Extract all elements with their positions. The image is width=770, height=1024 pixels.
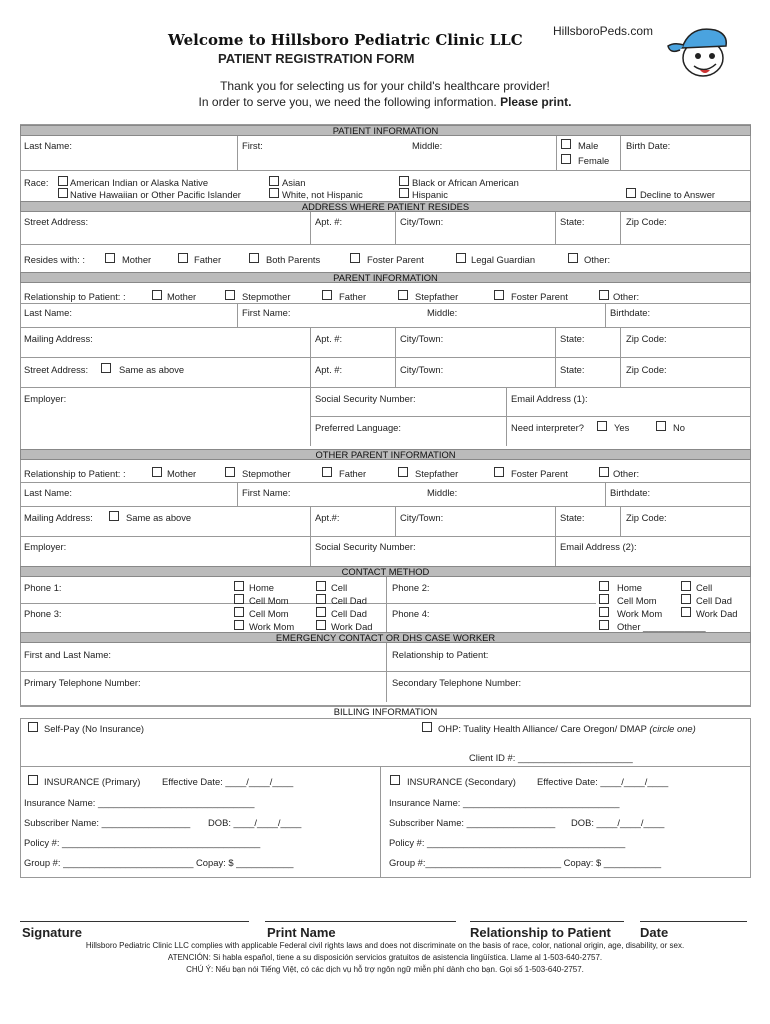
op-same-checkbox[interactable] xyxy=(109,511,119,521)
parent-employer-label: Employer: xyxy=(24,393,67,404)
clinic-logo-icon xyxy=(660,20,740,80)
op-stepfather-label: Stepfather xyxy=(415,468,459,479)
footer-line-2: ATENCIÓN: Si habla español, tiene a su disposición servicios gratuitos de asistencia lingüística. Llame al 1-503-640-2757. xyxy=(167,953,603,962)
p2-home-label: Home xyxy=(617,582,643,593)
race-ai-checkbox[interactable] xyxy=(58,176,68,186)
resides-foster-label: Foster Parent xyxy=(367,254,424,265)
phone2-label: Phone 2: xyxy=(392,582,430,593)
p3-cellmom-checkbox[interactable] xyxy=(234,607,244,617)
p2-celldad-label: Cell Dad xyxy=(696,595,732,606)
parent-other-checkbox[interactable] xyxy=(599,290,609,300)
footer-line-3: CHÚ Ý: Nếu bạn nói Tiếng Việt, có các dịch vụ hỗ trợ ngôn ngữ miễn phí dành cho bạn. Gọi số 1-503-640-2757. xyxy=(186,965,584,974)
language-label: Preferred Language: xyxy=(315,422,402,433)
birth-date-label: Birth Date: xyxy=(626,140,671,151)
p3-workmom-label: Work Mom xyxy=(249,621,295,632)
op-relationship-label: Relationship to Patient: : xyxy=(24,468,126,479)
op-employer-label: Employer: xyxy=(24,541,67,552)
interpreter-yes-checkbox[interactable] xyxy=(597,421,607,431)
parent-father-checkbox[interactable] xyxy=(322,290,332,300)
email1-label: Email Address (1): xyxy=(511,393,588,404)
resides-legal-checkbox[interactable] xyxy=(456,253,466,263)
resides-mother-label: Mother xyxy=(122,254,152,265)
resides-legal-label: Legal Guardian xyxy=(471,254,536,265)
p2-workdad-checkbox[interactable] xyxy=(681,607,691,617)
parent-birthdate-label: Birthdate: xyxy=(610,307,651,318)
interpreter-no-label: No xyxy=(673,422,685,433)
parent-foster-checkbox[interactable] xyxy=(494,290,504,300)
parent-stepmother-checkbox[interactable] xyxy=(225,290,235,300)
em-rel-label: Relationship to Patient: xyxy=(392,649,489,660)
op-state-label: State: xyxy=(560,512,585,523)
client-id-label: Client ID #: ______________________ xyxy=(469,752,633,763)
op-father-checkbox[interactable] xyxy=(322,467,332,477)
apt-label: Apt. #: xyxy=(315,216,343,227)
section-billing: BILLING INFORMATION xyxy=(20,706,751,717)
street-label: Street Address: xyxy=(24,216,89,227)
resides-other-checkbox[interactable] xyxy=(568,253,578,263)
female-checkbox[interactable] xyxy=(561,154,571,164)
interpreter-yes-label: Yes xyxy=(614,422,630,433)
p2-workmom-checkbox[interactable] xyxy=(599,607,609,617)
resides-father-checkbox[interactable] xyxy=(178,253,188,263)
p2-cellmom-label: Cell Mom xyxy=(617,595,657,606)
p3-workdad-label: Work Dad xyxy=(331,621,373,632)
interpreter-no-checkbox[interactable] xyxy=(656,421,666,431)
race-white-checkbox[interactable] xyxy=(269,188,279,198)
sig-relationship-label: Relationship to Patient xyxy=(470,925,611,940)
p2-cell-label: Cell xyxy=(696,582,713,593)
intro-line-2: In order to serve you, we need the following information. Please print. xyxy=(198,95,572,109)
parent-first-name-label: First Name: xyxy=(242,307,291,318)
parent-state2-label: State: xyxy=(560,364,585,375)
p3-celldad-checkbox[interactable] xyxy=(316,607,326,617)
parent-state-label: State: xyxy=(560,333,585,344)
op-other-checkbox[interactable] xyxy=(599,467,609,477)
em-name-label: First and Last Name: xyxy=(24,649,112,660)
female-label: Female xyxy=(578,155,610,166)
print-name-label: Print Name xyxy=(267,925,336,940)
p2-cellmom-checkbox[interactable] xyxy=(599,594,609,604)
phone4-label: Phone 4: xyxy=(392,608,430,619)
race-nh-checkbox[interactable] xyxy=(58,188,68,198)
parent-zip2-label: Zip Code: xyxy=(626,364,667,375)
section-address: ADDRESS WHERE PATIENT RESIDES xyxy=(20,201,751,212)
site-url[interactable]: HillsboroPeds.com xyxy=(553,24,654,38)
p1-cellmom-label: Cell Mom xyxy=(249,595,289,606)
last-name-label: Last Name: xyxy=(24,140,72,151)
same-as-above-label: Same as above xyxy=(119,364,185,375)
race-hispanic-label: Hispanic xyxy=(412,189,448,200)
parent-city-label: City/Town: xyxy=(400,333,444,344)
secondary-policy: Policy #: ______________________________________ xyxy=(389,837,626,848)
ohp-label: OHP: Tuality Health Alliance/ Care Oregon/ DMAP (circle one) xyxy=(438,723,696,734)
op-middle-label: Middle: xyxy=(427,487,458,498)
intro-line-1: Thank you for selecting us for your child's healthcare provider! xyxy=(220,79,550,93)
op-apt-label: Apt.#: xyxy=(315,512,340,523)
race-asian-label: Asian xyxy=(282,177,306,188)
primary-ins-name: Insurance Name: ______________________________ xyxy=(24,797,255,808)
parent-street-label: Street Address: xyxy=(24,364,89,375)
same-as-above-checkbox[interactable] xyxy=(101,363,111,373)
parent-other-label: Other: xyxy=(613,291,640,302)
parent-stepfather-label: Stepfather xyxy=(415,291,459,302)
parent-apt2-label: Apt. #: xyxy=(315,364,343,375)
section-other-parent: OTHER PARENT INFORMATION xyxy=(20,449,751,460)
op-city-label: City/Town: xyxy=(400,512,444,523)
op-zip-label: Zip Code: xyxy=(626,512,667,523)
p3-workdad-checkbox[interactable] xyxy=(316,620,326,630)
ins-secondary-checkbox[interactable] xyxy=(390,775,400,785)
race-ai-label: American Indian or Alaska Native xyxy=(70,177,209,188)
secondary-eff-date: Effective Date: ____/____/____ xyxy=(537,776,669,787)
p1-cell-checkbox[interactable] xyxy=(316,581,326,591)
op-birthdate-label: Birthdate: xyxy=(610,487,651,498)
p2-workdad-label: Work Dad xyxy=(696,608,738,619)
primary-subscriber: Subscriber Name: _________________ xyxy=(24,817,191,828)
interpreter-label: Need interpreter? xyxy=(511,422,584,433)
p2-celldad-checkbox[interactable] xyxy=(681,594,691,604)
p3-celldad-label: Cell Dad xyxy=(331,608,367,619)
secondary-dob: DOB: ____/____/____ xyxy=(571,817,665,828)
ins-primary-checkbox[interactable] xyxy=(28,775,38,785)
primary-group: Group #: _________________________ Copay: $ ___________ xyxy=(24,857,294,868)
mailing-label: Mailing Address: xyxy=(24,333,93,344)
primary-dob: DOB: ____/____/____ xyxy=(208,817,302,828)
state-label: State: xyxy=(560,216,585,227)
op-first-name-label: First Name: xyxy=(242,487,291,498)
first-label: First: xyxy=(242,140,263,151)
op-mother-checkbox[interactable] xyxy=(152,467,162,477)
form-title: PATIENT REGISTRATION FORM xyxy=(218,51,415,66)
resides-both-checkbox[interactable] xyxy=(249,253,259,263)
p3-cellmom-label: Cell Mom xyxy=(249,608,289,619)
email2-label: Email Address (2): xyxy=(560,541,637,552)
p1-cellmom-checkbox[interactable] xyxy=(234,594,244,604)
op-father-label: Father xyxy=(339,468,367,479)
p2-cell-checkbox[interactable] xyxy=(681,581,691,591)
section-emergency: EMERGENCY CONTACT OR DHS CASE WORKER xyxy=(20,632,751,643)
secondary-subscriber: Subscriber Name: _________________ xyxy=(389,817,556,828)
parent-city2-label: City/Town: xyxy=(400,364,444,375)
op-foster-checkbox[interactable] xyxy=(494,467,504,477)
section-patient: PATIENT INFORMATION xyxy=(20,125,751,136)
resides-other-label: Other: xyxy=(584,254,611,265)
city-label: City/Town: xyxy=(400,216,444,227)
section-parent: PARENT INFORMATION xyxy=(20,272,751,283)
parent-foster-label: Foster Parent xyxy=(511,291,568,302)
resides-label: Resides with: : xyxy=(24,254,85,265)
op-stepmother-checkbox[interactable] xyxy=(225,467,235,477)
zip-label: Zip Code: xyxy=(626,216,667,227)
op-last-name-label: Last Name: xyxy=(24,487,72,498)
em-primary-label: Primary Telephone Number: xyxy=(24,677,141,688)
ins-secondary-label: INSURANCE (Secondary) xyxy=(407,776,516,787)
race-decline-label: Decline to Answer xyxy=(640,189,716,200)
signature-label: Signature xyxy=(22,925,82,940)
self-pay-checkbox[interactable] xyxy=(28,722,38,732)
op-stepfather-checkbox[interactable] xyxy=(398,467,408,477)
op-other-label: Other: xyxy=(613,468,640,479)
race-black-checkbox[interactable] xyxy=(399,176,409,186)
op-foster-label: Foster Parent xyxy=(511,468,568,479)
phone1-label: Phone 1: xyxy=(24,582,62,593)
p2-home-checkbox[interactable] xyxy=(599,581,609,591)
race-black-label: Black or African American xyxy=(412,177,519,188)
parent-stepmother-label: Stepmother xyxy=(242,291,291,302)
self-pay-label: Self-Pay (No Insurance) xyxy=(44,723,145,734)
op-stepmother-label: Stepmother xyxy=(242,468,291,479)
p1-celldad-label: Cell Dad xyxy=(331,595,367,606)
resides-mother-checkbox[interactable] xyxy=(105,253,115,263)
parent-last-name-label: Last Name: xyxy=(24,307,72,318)
date-label: Date xyxy=(640,925,669,940)
op-same-label: Same as above xyxy=(126,512,192,523)
resides-both-label: Both Parents xyxy=(266,254,321,265)
middle-label: Middle: xyxy=(412,140,443,151)
race-decline-checkbox[interactable] xyxy=(626,188,636,198)
parent-mother-checkbox[interactable] xyxy=(152,290,162,300)
p1-home-checkbox[interactable] xyxy=(234,581,244,591)
section-contact: CONTACT METHOD xyxy=(20,566,751,577)
race-hispanic-checkbox[interactable] xyxy=(399,188,409,198)
race-label: Race: xyxy=(24,177,49,188)
p3-workmom-checkbox[interactable] xyxy=(234,620,244,630)
op-mailing-label: Mailing Address: xyxy=(24,512,93,523)
primary-policy: Policy #: ______________________________________ xyxy=(24,837,261,848)
parent-zip-label: Zip Code: xyxy=(626,333,667,344)
p1-home-label: Home xyxy=(249,582,275,593)
p1-cell-label: Cell xyxy=(331,582,348,593)
parent-ssn-label: Social Security Number: xyxy=(315,393,416,404)
resides-foster-checkbox[interactable] xyxy=(350,253,360,263)
parent-apt-label: Apt. #: xyxy=(315,333,343,344)
clinic-title: Welcome to Hillsboro Pediatric Clinic LLC xyxy=(168,31,523,49)
relationship-label: Relationship to Patient: : xyxy=(24,291,126,302)
parent-stepfather-checkbox[interactable] xyxy=(398,290,408,300)
male-checkbox[interactable] xyxy=(561,139,571,149)
race-nh-label: Native Hawaiian or Other Pacific Islander xyxy=(70,189,241,200)
parent-mother-label: Mother xyxy=(167,291,197,302)
p2-other-checkbox[interactable] xyxy=(599,620,609,630)
male-label: Male xyxy=(578,140,599,151)
op-mother-label: Mother xyxy=(167,468,197,479)
p2-other-label: Other ____________ xyxy=(617,621,706,632)
primary-eff-date: Effective Date: ____/____/____ xyxy=(162,776,294,787)
race-white-label: White, not Hispanic xyxy=(282,189,363,200)
em-secondary-label: Secondary Telephone Number: xyxy=(392,677,522,688)
secondary-ins-name: Insurance Name: ______________________________ xyxy=(389,797,620,808)
secondary-group: Group #:__________________________ Copay: $ ___________ xyxy=(389,857,662,868)
op-ssn-label: Social Security Number: xyxy=(315,541,416,552)
footer-line-1: Hillsboro Pediatric Clinic LLC complies with applicable Federal civil rights laws and does not discriminate on the basis of race, color, national origin, age, disability, or sex. xyxy=(85,941,685,950)
phone3-label: Phone 3: xyxy=(24,608,62,619)
ins-primary-label: INSURANCE (Primary) xyxy=(44,776,141,787)
race-asian-checkbox[interactable] xyxy=(269,176,279,186)
parent-middle-label: Middle: xyxy=(427,307,458,318)
parent-father-label: Father xyxy=(339,291,367,302)
p1-celldad-checkbox[interactable] xyxy=(316,594,326,604)
ohp-checkbox[interactable] xyxy=(422,722,432,732)
resides-father-label: Father xyxy=(194,254,222,265)
p2-workmom-label: Work Mom xyxy=(617,608,663,619)
